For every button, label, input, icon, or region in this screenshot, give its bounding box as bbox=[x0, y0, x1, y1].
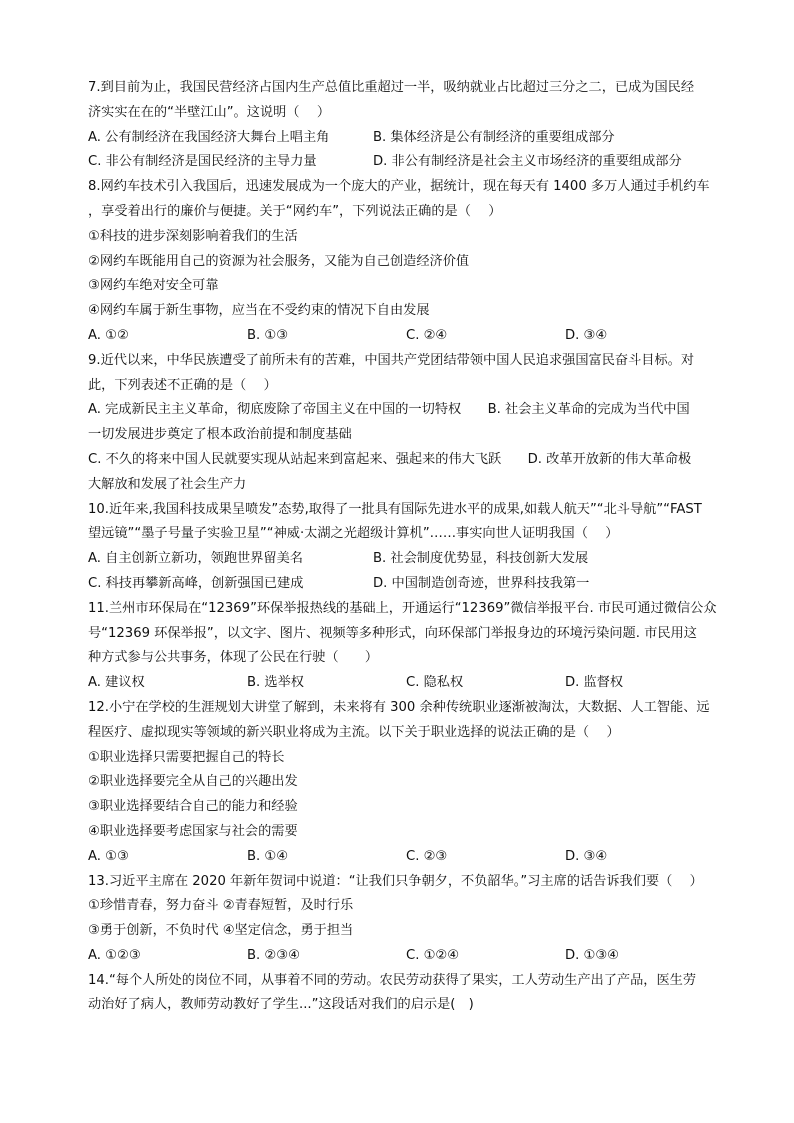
statement-item: ④职业选择要考虑国家与社会的需要 bbox=[88, 823, 298, 839]
option-a: A. ①③ bbox=[88, 848, 129, 864]
option-row bbox=[88, 845, 724, 870]
option-d: D. ③④ bbox=[565, 327, 608, 343]
question-12 bbox=[88, 696, 724, 870]
option-a: A. ①②③ bbox=[88, 947, 141, 963]
question-7 bbox=[88, 76, 724, 175]
option-line: A. 完成新民主主义革命，彻底废除了帝国主义在中国的一切特权 B. 社会主义革命的完成为当代中国 bbox=[88, 402, 690, 418]
question-stem: 7.到目前为止，我国民营经济占国内生产总值比重超过一半，吸纳就业占比超过三分之二，已成为国民经 bbox=[88, 80, 695, 95]
option-b: B. ①③ bbox=[247, 327, 289, 343]
question-stem: 9.近代以来，中华民族遭受了前所未有的苦难，中国共产党团结带领中国人民追求强国富民奋斗目标。对 bbox=[88, 352, 695, 368]
option-b: B. 选举权 bbox=[247, 675, 304, 691]
question-8 bbox=[88, 175, 724, 349]
option-c: C. 隐私权 bbox=[406, 675, 464, 691]
option-row bbox=[88, 126, 724, 151]
option-c: C. ②③ bbox=[406, 848, 448, 864]
question-stem: 8.网约车技术引入我国后，迅速发展成为一个庞大的产业，据统计，现在每天有 1400 多万人通过手机约车 bbox=[88, 179, 710, 195]
question-stem: 济实实在在的“半壁江山”。这说明（ ） bbox=[88, 104, 331, 120]
question-stem: 13.习近平主席在 2020 年新年贺词中说道：“让我们只争朝夕，不负韶华。”习主席的话告诉我们要（ ） bbox=[88, 873, 703, 889]
option-d: D. 中国制造创奇迹，世界科技我第一 bbox=[373, 575, 590, 591]
option-c: C. ①②④ bbox=[406, 947, 460, 963]
option-b: B. ①④ bbox=[247, 848, 289, 864]
question-13 bbox=[88, 870, 724, 969]
question-stem: 望远镜”“墨子号量子实验卫星”“神威·太湖之光超级计算机”……事实向世人证明我国（ ） bbox=[88, 526, 619, 542]
option-row bbox=[88, 572, 724, 597]
question-stem: 动治好了病人，教师劳动教好了学生...”这段话对我们的启示是( ) bbox=[88, 997, 474, 1013]
statement-item: ①珍惜青春，努力奋斗 ②青春短暂，及时行乐 bbox=[88, 898, 354, 914]
question-stem: 14.“每个人所处的岗位不同，从事着不同的劳动。农民劳动获得了果实，工人劳动生产出了产品，医生劳 bbox=[88, 972, 697, 988]
question-stem: 种方式参与公共事务，体现了公民在行驶（ ） bbox=[88, 650, 379, 666]
option-d: D. ③④ bbox=[565, 848, 608, 864]
question-stem: 号“12369 环保举报”，以文字、图片、视频等多种形式，向环保部门举报身边的环境污染问题. 市民用这 bbox=[88, 625, 697, 641]
question-9 bbox=[88, 349, 724, 498]
option-line: 一切发展进步奠定了根本政治前提和制度基础 bbox=[88, 427, 352, 443]
statement-item: ②职业选择要完全从自己的兴趣出发 bbox=[88, 774, 298, 790]
question-stem: ，享受着出行的廉价与便捷。关于“网约车”，下列说法正确的是（ ） bbox=[88, 203, 502, 219]
statement-item: ③职业选择要结合自己的能力和经验 bbox=[88, 799, 298, 815]
question-14 bbox=[88, 969, 724, 1019]
option-a: A. 公有制经济在我国经济大舞台上唱主角 bbox=[88, 129, 330, 145]
question-stem: 10.近年来,我国科技成果呈喷发”态势,取得了一批具有国际先进水平的成果,如载人航天”“北斗导航”“FAST bbox=[88, 501, 702, 517]
statement-item: ①职业选择只需要把握自己的特长 bbox=[88, 749, 285, 765]
question-stem: 12.小宁在学校的生涯规划大讲堂了解到，未来将有 300 余种传统职业逐渐被淘汰，大数据、人工智能、远 bbox=[88, 699, 710, 715]
option-d: D. ①③④ bbox=[565, 947, 620, 963]
option-row bbox=[88, 944, 724, 969]
option-line: 大解放和发展了社会生产力 bbox=[88, 476, 247, 492]
exam-page bbox=[88, 76, 724, 1018]
option-b: B. 集体经济是公有制经济的重要组成部分 bbox=[373, 129, 615, 145]
option-a: A. ①② bbox=[88, 327, 129, 343]
question-stem: 11.兰州市环保局在“12369”环保举报热线的基础上，开通运行“12369”微信举报平台. 市民可通过微信公众 bbox=[88, 600, 717, 616]
question-stem: 程医疗、虚拟现实等领域的新兴职业将成为主流。以下关于职业选择的说法正确的是（ ） bbox=[88, 724, 620, 740]
option-d: D. 监督权 bbox=[565, 675, 624, 691]
statement-item: ①科技的进步深刻影响着我们的生活 bbox=[88, 228, 298, 244]
statement-item: ③勇于创新，不负时代 ④坚定信念，勇于担当 bbox=[88, 923, 354, 939]
option-b: B. 社会制度优势显，科技创新大发展 bbox=[373, 551, 589, 567]
question-11 bbox=[88, 597, 724, 696]
option-row bbox=[88, 547, 724, 572]
option-row bbox=[88, 150, 724, 175]
statement-item: ③网约车绝对安全可靠 bbox=[88, 278, 219, 294]
question-stem: 此，下列表述不正确的是（ ） bbox=[88, 377, 277, 393]
option-a: A. 建议权 bbox=[88, 675, 145, 691]
option-line: C. 不久的将来中国人民就要实现从站起来到富起来、强起来的伟大飞跃 D. 改革开放新的伟大革命极 bbox=[88, 451, 692, 467]
option-c: C. 非公有制经济是国民经济的主导力量 bbox=[88, 154, 317, 170]
option-c: C. 科技再攀新高峰，创新强国已建成 bbox=[88, 575, 304, 591]
statement-item: ④网约车属于新生事物，应当在不受约束的情况下自由发展 bbox=[88, 303, 430, 319]
option-b: B. ②③④ bbox=[247, 947, 300, 963]
option-c: C. ②④ bbox=[406, 327, 448, 343]
option-row bbox=[88, 671, 724, 696]
question-10 bbox=[88, 498, 724, 597]
option-d: D. 非公有制经济是社会主义市场经济的重要组成部分 bbox=[373, 154, 682, 170]
option-row bbox=[88, 324, 724, 349]
option-a: A. 自主创新立新功，领跑世界留美名 bbox=[88, 551, 303, 567]
statement-item: ②网约车既能用自己的资源为社会服务，又能为自己创造经济价值 bbox=[88, 253, 470, 269]
